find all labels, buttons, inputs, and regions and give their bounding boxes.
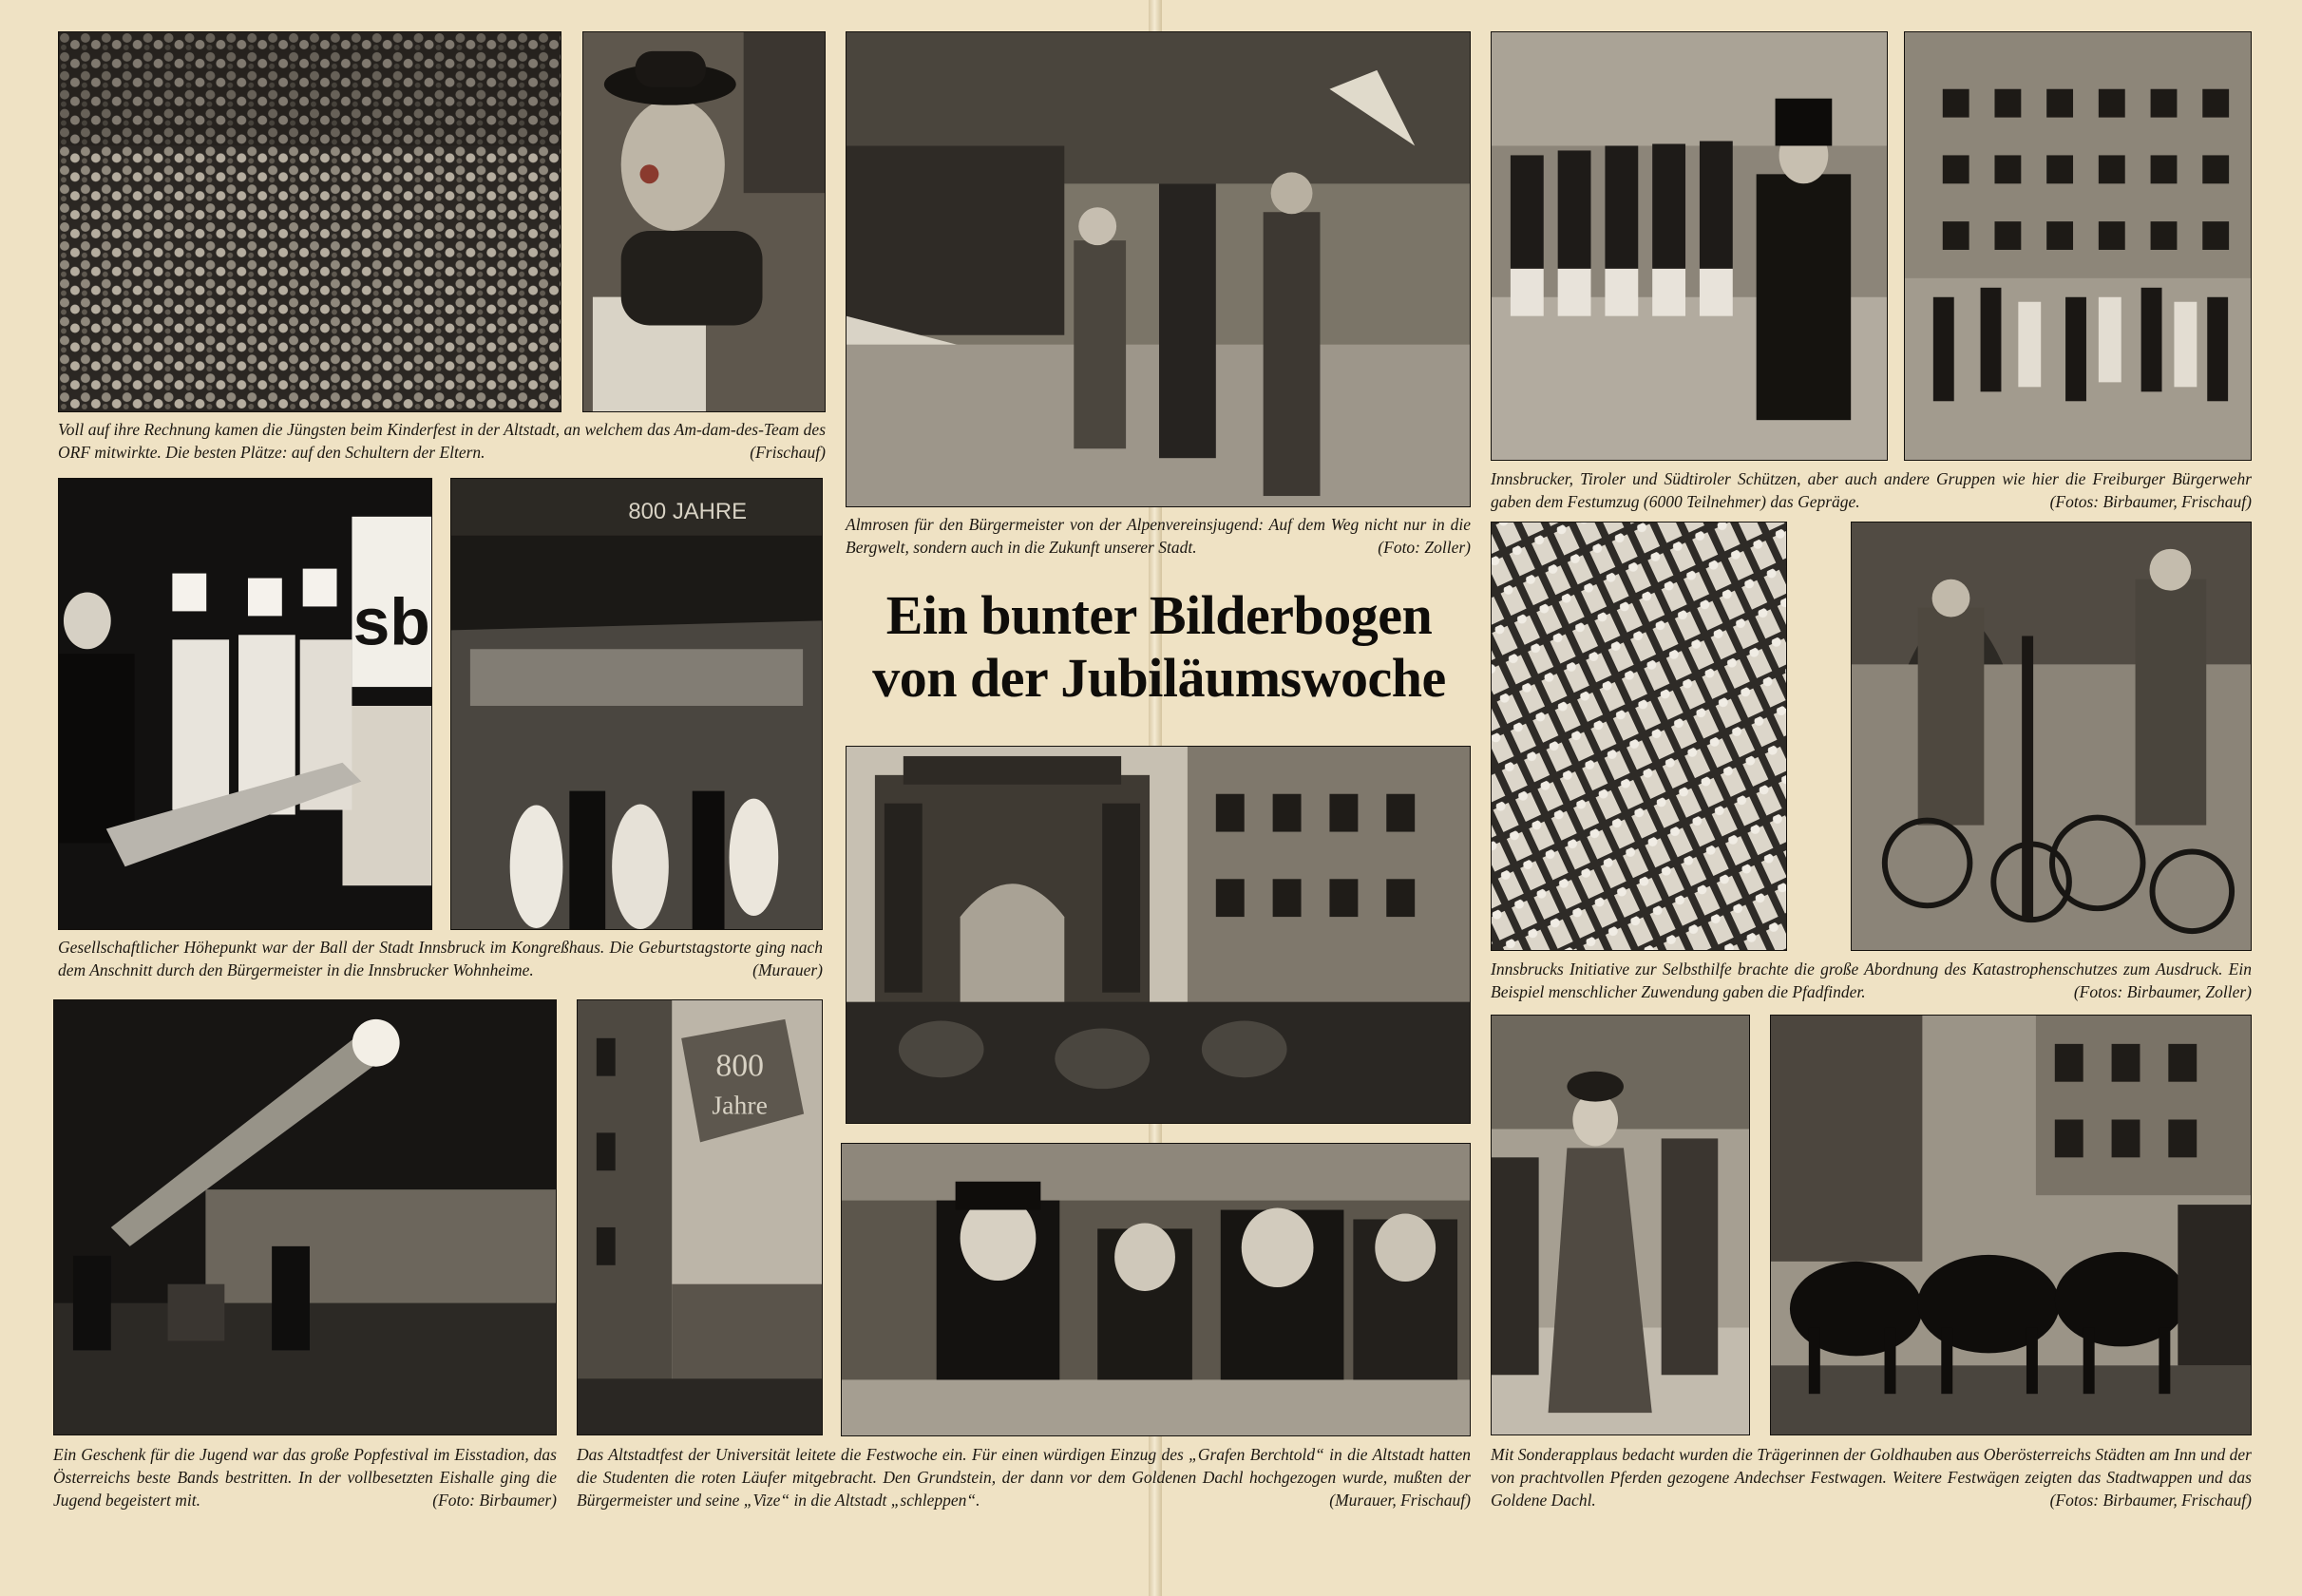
ballroom-photo	[450, 478, 823, 930]
caption-goldhauben-credit: (Fotos: Birbaumer, Frischauf)	[2049, 1491, 2252, 1510]
caption-popfestival	[53, 1443, 557, 1511]
cube-bottom: Jahre	[712, 1091, 768, 1121]
caption-ball-credit: (Murauer)	[752, 960, 823, 979]
caption-almrosen-text: Almrosen für den Bürgermeister von der Alpenvereinsjugend: Auf dem Weg nicht nur in die Bergwelt, sondern auch in die Zukunft unserer Stadt.	[846, 515, 1471, 557]
caption-selbsthilfe	[1491, 958, 2252, 1003]
caption-kinderfest-credit: (Frischauf)	[750, 443, 826, 462]
disaster-relief-parade-photo	[1491, 522, 1787, 951]
cake-letters: sb	[352, 584, 430, 659]
caption-schuetzen-text: Innsbrucker, Tiroler und Südtiroler Schützen, aber auch andere Gruppen wie hier die Freiburger Bürgerwehr gaben dem Festumzug (6000 Teilnehmer) das Gepräge.	[1491, 469, 2252, 511]
caption-kinderfest-text: Voll auf ihre Rechnung kamen die Jüngsten beim Kinderfest in der Altstadt, an welchem das Am-dam-des-Team des ORF mitwirkte. Die besten Plätze: auf den Schultern der Eltern.	[58, 420, 826, 462]
caption-ball-text: Gesellschaftlicher Höhepunkt war der Ball der Stadt Innsbruck im Kongreßhaus. Die Geburtstagstorte ging nach dem Anschnitt durch den Bürgermeister in die Innsbrucker Wohnheime.	[58, 938, 823, 979]
golden-roof-parade-photo	[1904, 31, 2252, 461]
caption-altstadtfest-text: Das Altstadtfest der Universität leitete die Festwoche ein. Für einen würdigen Einzug des „Grafen Berchtold“ in die Altstadt hatten die Studenten die roten Läufer mitgebracht. Den Grundstein, der dann vor dem Goldenen Dachl hochgezogen wurde, mußten der Bürgermeister und seine „Vize“ in die Altstadt „schleppen“.	[577, 1445, 1471, 1510]
cube-top: 800	[715, 1048, 764, 1084]
horse-wagon-photo	[1770, 1015, 2252, 1435]
caption-schuetzen	[1491, 467, 2252, 513]
caption-almrosen-credit: (Foto: Zoller)	[1378, 538, 1471, 557]
headline-line-1: Ein bunter Bilderbogen	[885, 584, 1433, 646]
headline	[827, 584, 1492, 710]
caption-popfestival-credit: (Foto: Birbaumer)	[432, 1491, 557, 1510]
crowd-photo	[58, 31, 561, 412]
clown-photo	[582, 31, 826, 412]
caption-almrosen	[846, 513, 1471, 559]
students-photo	[841, 1143, 1471, 1436]
altstadt-cube-photo	[577, 999, 823, 1435]
headline-line-2: von der Jubiläumswoche	[872, 647, 1446, 709]
caption-popfestival-text: Ein Geschenk für die Jugend war das große Popfestival im Eisstadion, das Österreichs beste Bands bestritten. In der vollbesetzten Eishalle ging die Jugend begeistert mit.	[53, 1445, 557, 1510]
schuetzen-march-photo	[1491, 31, 1888, 461]
caption-selbsthilfe-credit: (Fotos: Birbaumer, Zoller)	[2073, 982, 2252, 1001]
ballroom-banner: 800 JAHRE	[628, 498, 748, 524]
caption-schuetzen-credit: (Fotos: Birbaumer, Frischauf)	[2049, 492, 2252, 511]
caption-goldhauben	[1491, 1443, 2252, 1511]
alpine-youth-photo	[846, 31, 1471, 507]
caption-altstadtfest-credit: (Murauer, Frischauf)	[1329, 1491, 1471, 1510]
caption-selbsthilfe-text: Innsbrucks Initiative zur Selbsthilfe brachte die große Abordnung des Katastrophenschutzes zum Ausdruck. Ein Beispiel menschlicher Zuwendung gaben die Pfadfinder.	[1491, 960, 2252, 1001]
triumphal-arch-photo	[846, 746, 1471, 1124]
caption-altstadtfest	[577, 1443, 1471, 1511]
caption-goldhauben-text: Mit Sonderapplaus bedacht wurden die Trägerinnen der Goldhauben aus Oberösterreichs Städten am Inn und der von prachtvollen Pferden gezogene Andechser Festwagen. Weitere Festwägen zeigten das Stadtwappen und das Goldene Dachl.	[1491, 1445, 2252, 1510]
popfestival-photo	[53, 999, 557, 1435]
caption-kinderfest	[58, 418, 826, 464]
caption-ball	[58, 936, 823, 981]
scouts-wheelchair-photo	[1851, 522, 2252, 951]
cake-cutting-photo	[58, 478, 432, 930]
goldhauben-photo	[1491, 1015, 1750, 1435]
